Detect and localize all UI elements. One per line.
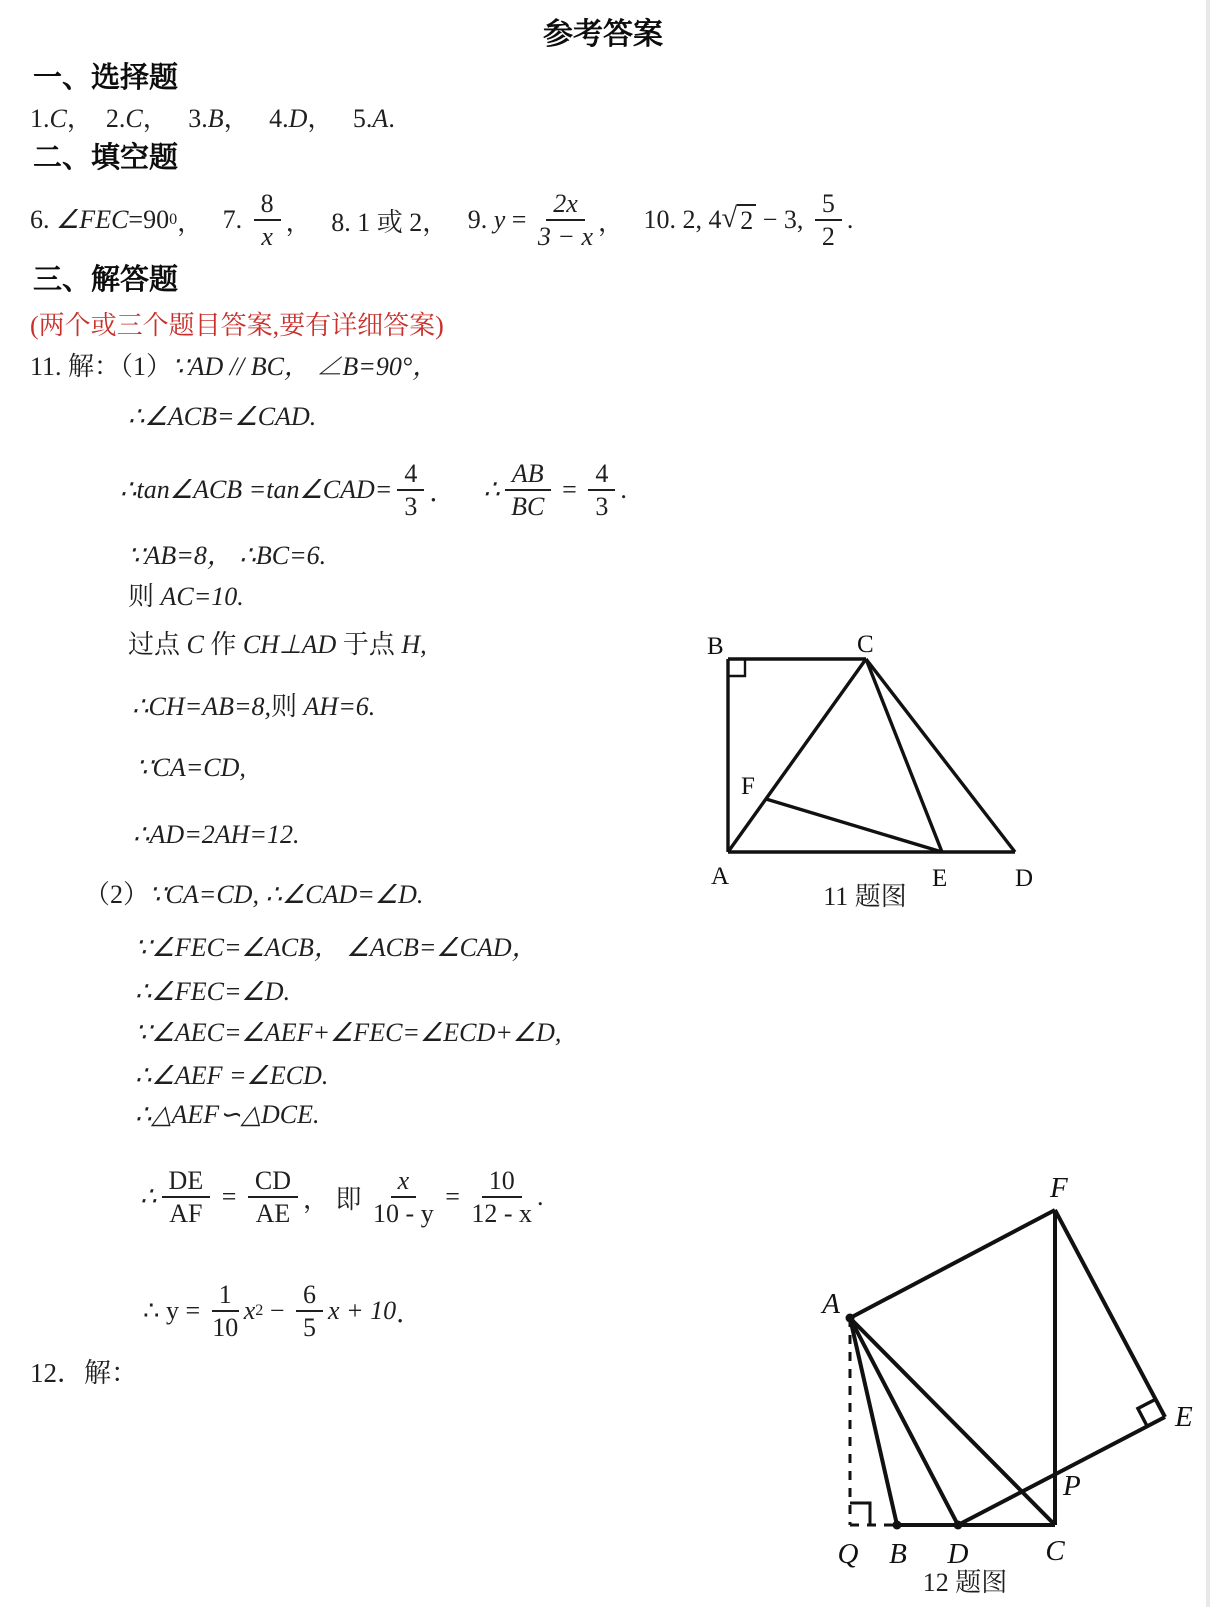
p11-line-16-eq-1: = <box>215 1182 243 1211</box>
fig12-point-B <box>893 1521 902 1530</box>
p11-line-7 <box>132 692 375 722</box>
fill-10-numerator: 5 <box>815 189 842 221</box>
p11-line-17-x-squared-base: x <box>243 1296 256 1325</box>
figure-12-diagram <box>815 1145 1210 1590</box>
p11-line-1 <box>30 352 438 382</box>
p11-line-7-c: AH=6. <box>303 692 376 721</box>
frac-den: AE <box>255 1199 291 1228</box>
fig12-right-angle-marker-Q <box>850 1503 870 1525</box>
p11-line-16-therefore: ∴ <box>140 1182 157 1211</box>
fig12-line-AB <box>850 1318 897 1525</box>
choice-4-answer: D <box>288 104 308 133</box>
choice-sep-2: ， <box>142 104 189 133</box>
p11-line-6-f: H, <box>401 630 427 659</box>
fill-6-number: 6. <box>30 205 56 234</box>
p11-line-17-frac-1 <box>212 1280 239 1342</box>
choice-sep-4: ， <box>307 104 353 133</box>
p11-line-5 <box>128 582 244 612</box>
fig11-label-D: D <box>1015 865 1034 892</box>
frac-num: AB <box>505 459 551 491</box>
p11-line-10 <box>84 880 423 910</box>
p11-line-16-frac-1 <box>162 1166 211 1228</box>
fill-10-radical <box>722 204 757 236</box>
p11-line-16-frac-3 <box>373 1166 434 1228</box>
frac-den: 12 - x <box>471 1199 533 1228</box>
choice-1-number: 1. <box>30 104 50 133</box>
p11-line-6 <box>128 630 427 660</box>
fig12-label-E: E <box>1175 1401 1193 1433</box>
fig12-point-D <box>954 1521 963 1530</box>
frac-den: 10 - y <box>373 1199 434 1228</box>
p11-line-3-period: . <box>620 475 627 504</box>
fig12-label-B: B <box>889 1538 907 1570</box>
p11-line-17-exponent: 2 <box>255 1301 264 1319</box>
fig11-line-CE <box>866 659 942 852</box>
fig12-label-F: F <box>1050 1172 1068 1204</box>
fig12-line-ED <box>958 1417 1165 1525</box>
fig12-label-Q: Q <box>837 1538 859 1570</box>
fig12-label-C: C <box>1045 1535 1065 1567</box>
frac-num: 6 <box>296 1280 323 1312</box>
p11-line-12: ∴∠FEC=∠D. <box>135 977 291 1006</box>
p11-line-13: ∵∠AEC=∠AEF+∠FEC=∠ECD+∠D, <box>135 1018 562 1047</box>
p11-line-3-frac-1 <box>397 459 424 521</box>
p11-line-14: ∴∠AEF =∠ECD. <box>135 1061 329 1090</box>
p11-line-17-lhs: ∴ y = <box>143 1296 207 1325</box>
figure-11-diagram <box>695 612 1045 892</box>
p11-line-3-lhs: ∴tan∠ACB =tan∠CAD= <box>120 475 393 504</box>
p11-line-3-therefore: ∴ <box>483 475 500 504</box>
p11-line-15: ∴△AEF∽△DCE. <box>135 1100 320 1129</box>
fill-7-fraction <box>254 189 281 251</box>
page-title: 参考答案 <box>543 18 663 51</box>
p11-line-5-cjk: 则 <box>128 582 161 611</box>
choice-sep-1: ， <box>66 104 106 133</box>
fill-6-angle: ∠FEC <box>56 205 129 234</box>
p11-line-16-frac-4 <box>471 1166 532 1228</box>
fill-10-denominator: 2 <box>821 222 835 251</box>
p11-line-17-tail: x + 10 <box>328 1296 397 1325</box>
figure-11-caption: 11 题图 <box>823 882 907 911</box>
p11-line-6-a: 过点 <box>128 630 187 659</box>
p11-line-1-math: ∵AD // BC， ∠B=90°， <box>172 352 439 381</box>
frac-den: AF <box>169 1199 203 1228</box>
section-heading-solve: 三、解答题 <box>33 264 179 296</box>
choice-sep-5: . <box>388 104 395 133</box>
fill-6-eq: =90 <box>128 205 170 234</box>
choice-5-answer: A <box>372 104 389 133</box>
frac-num: 4 <box>397 459 424 491</box>
frac-num: 4 <box>588 459 615 491</box>
p11-line-3-frac-3 <box>588 459 615 521</box>
fill-10-radicand: 2 <box>737 204 756 236</box>
fig11-label-B: B <box>707 633 724 660</box>
fig12-label-D: D <box>947 1538 969 1570</box>
p11-line-2: ∴∠ACB=∠CAD. <box>128 402 317 431</box>
p11-line-16-frac-2 <box>248 1166 298 1228</box>
solve-note-red: (两个或三个题目答案,要有详细答案) <box>30 311 444 340</box>
fig11-label-A: A <box>711 863 730 890</box>
p11-line-9: ∴AD=2AH=12. <box>133 820 300 849</box>
p11-line-17-frac-2 <box>296 1280 323 1342</box>
fig11-line-CD <box>866 659 1015 852</box>
frac-den: 5 <box>303 1313 316 1342</box>
fig12-line-AF <box>850 1210 1055 1318</box>
frac-den: 10 <box>212 1313 239 1342</box>
fill-7-denominator: x <box>261 222 273 251</box>
frac-den: 3 <box>404 492 418 521</box>
p11-line-17-minus: − <box>263 1296 291 1325</box>
frac-num: 1 <box>212 1280 239 1312</box>
fill-10-period: . <box>846 205 854 234</box>
fig12-line-AC <box>850 1318 1055 1525</box>
p11-line-1-prefix: 11. 解：（1） <box>30 352 173 381</box>
choice-2-number: 2. <box>105 104 126 133</box>
frac-den: BC <box>511 492 545 521</box>
p11-line-17-period: ． <box>396 1298 423 1328</box>
choice-3-number: 3. <box>188 104 208 133</box>
frac-num: x <box>391 1166 417 1198</box>
p11-line-10-math: ∵CA=CD, ∴∠CAD=∠D. <box>149 880 424 909</box>
p11-line-10-prefix: （2） <box>84 880 150 909</box>
p11-line-17 <box>143 1278 422 1344</box>
p11-line-16-period: . <box>537 1182 544 1211</box>
frac-num: CD <box>248 1166 298 1198</box>
fig11-label-F: F <box>741 773 755 800</box>
fig12-line-AD <box>850 1318 958 1525</box>
fill-answers-line <box>30 184 853 256</box>
p11-line-5-math: AC=10. <box>160 582 244 611</box>
fill-10-number: 10. <box>643 205 683 234</box>
p11-line-3-dot: ． <box>429 477 456 507</box>
section-heading-choice: 一、选择题 <box>33 62 179 94</box>
fig11-right-angle-marker-B <box>728 659 745 676</box>
fig12-line-FE <box>1055 1210 1165 1417</box>
fill-7-comma: ， <box>285 207 332 237</box>
p12-line-1: 12．解： <box>30 1358 138 1388</box>
fig11-label-C: C <box>857 631 874 658</box>
p11-line-6-c: 作 <box>203 630 243 659</box>
p11-line-3-frac-2 <box>505 459 551 521</box>
choice-1-answer: C <box>49 104 67 133</box>
fig12-label-A: A <box>822 1288 840 1320</box>
fill-6-comma: ， <box>177 207 223 237</box>
p11-line-6-e: 于点 <box>336 630 402 659</box>
p11-line-6-b: C <box>186 630 204 659</box>
frac-num: DE <box>162 1166 211 1198</box>
fill-9-y: y <box>493 205 506 234</box>
fill-8-answer: 8. 1 或 2， <box>331 207 468 237</box>
fill-9-eq: = <box>505 205 533 234</box>
fill-10-part-a: 2, 4 <box>682 205 722 234</box>
p11-line-4: ∵AB=8， ∴BC=6. <box>128 541 327 570</box>
fill-9-comma: ， <box>598 207 644 237</box>
frac-num: 10 <box>482 1166 522 1198</box>
fill-10-fraction <box>815 189 842 251</box>
p11-line-7-b: 则 <box>271 692 304 721</box>
frac-den: 3 <box>595 492 609 521</box>
section-heading-fill: 二、填空题 <box>33 142 179 174</box>
fill-9-number: 9. <box>467 205 494 234</box>
choice-answers-line <box>30 104 395 134</box>
p11-line-11: ∵∠FEC=∠ACB， ∠ACB=∠CAD， <box>135 933 538 962</box>
p11-line-3-eq: = <box>555 475 584 504</box>
choice-3-answer: B <box>207 104 224 133</box>
fill-9-numerator: 2x <box>546 189 585 221</box>
choice-2-answer: C <box>125 104 143 133</box>
fill-10-part-b: − 3, <box>756 205 810 234</box>
choice-sep-3: ， <box>223 104 270 133</box>
fig12-label-P: P <box>1063 1470 1081 1502</box>
p11-line-8: ∵CA=CD, <box>136 753 246 782</box>
p11-line-3 <box>120 455 627 525</box>
fill-7-number: 7. <box>222 205 249 234</box>
figure-12-caption: 12 题图 <box>922 1568 1008 1597</box>
fill-9-denominator: 3 − x <box>537 222 594 251</box>
p11-line-7-a: ∴CH=AB=8, <box>132 692 272 721</box>
fig11-label-E: E <box>932 865 948 892</box>
choice-5-number: 5. <box>352 104 373 133</box>
p11-line-16 <box>140 1155 544 1239</box>
fill-6-degree-exponent: 0 <box>169 210 178 228</box>
fill-9-fraction <box>538 189 593 251</box>
choice-4-number: 4. <box>269 104 289 133</box>
fill-7-numerator: 8 <box>254 189 281 221</box>
p11-line-16-eq-2: = <box>438 1182 467 1211</box>
fig12-point-A <box>846 1314 855 1323</box>
p11-line-16-namely: ， 即 <box>303 1184 369 1214</box>
p11-line-6-d: CH⊥AD <box>242 630 337 659</box>
radical-sign: √ <box>721 203 738 234</box>
fig11-line-FE <box>766 799 942 852</box>
